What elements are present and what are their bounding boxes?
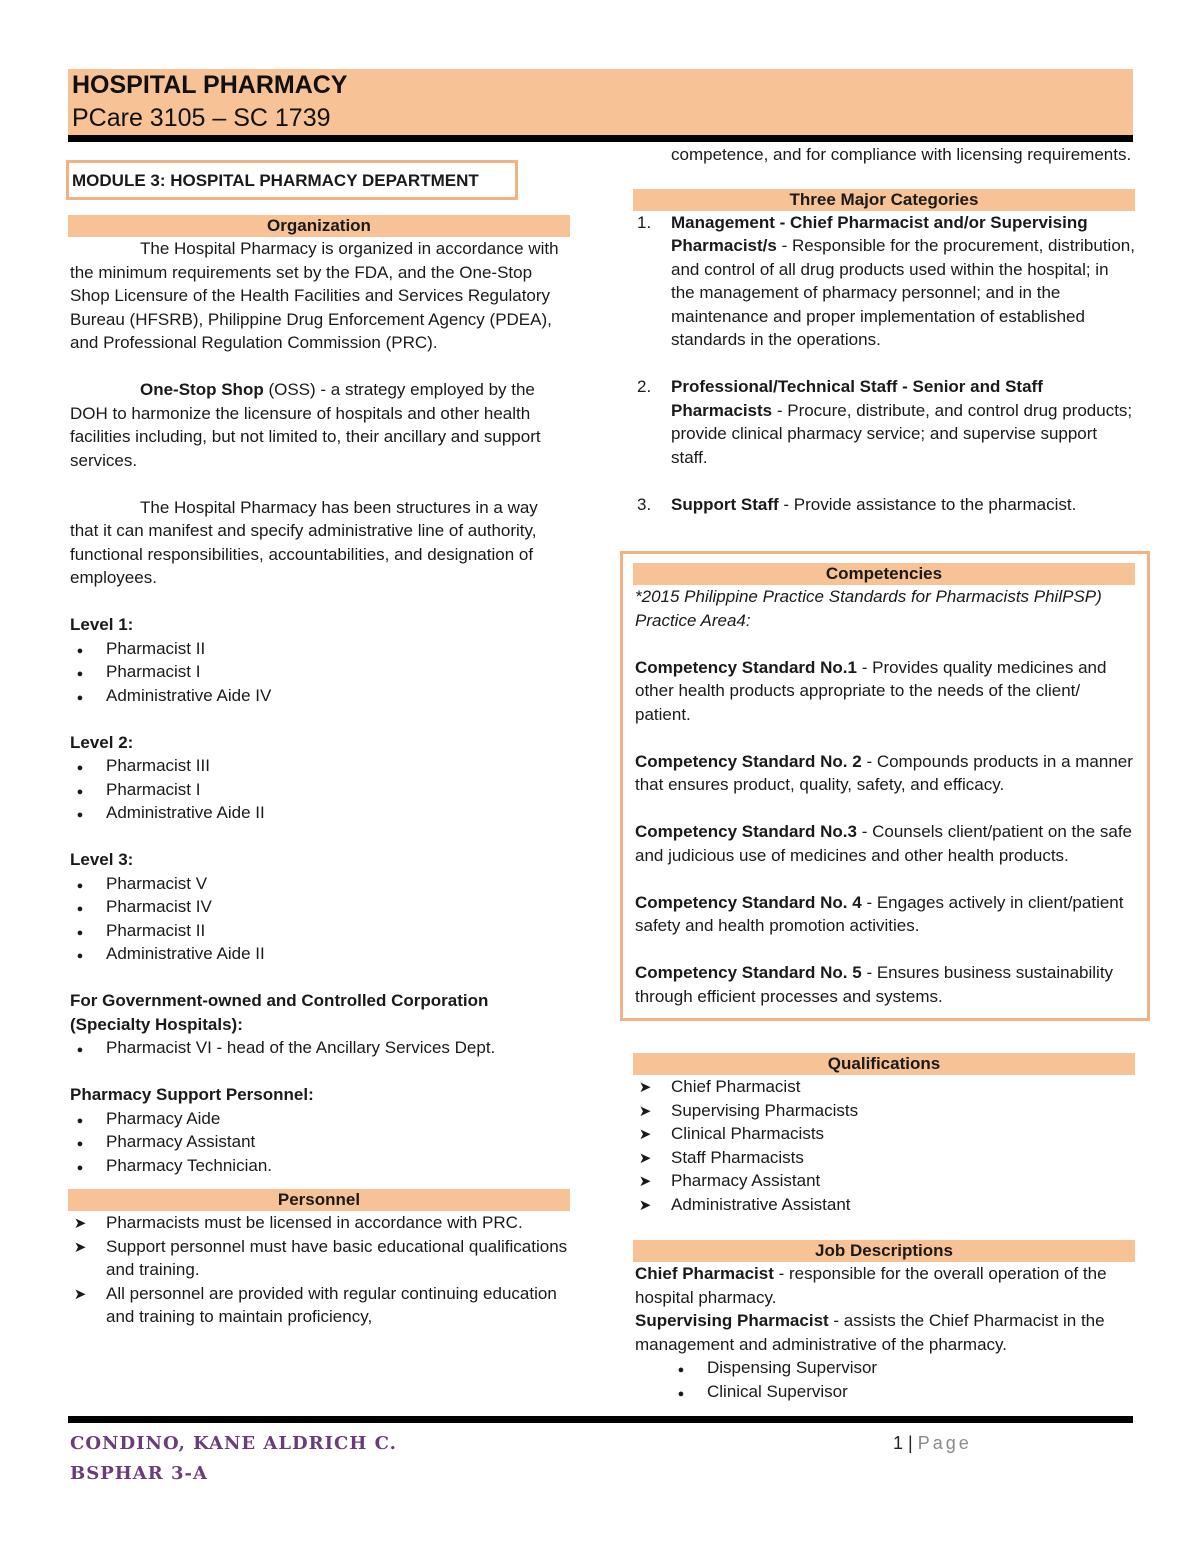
supervisor-list — [635, 1356, 1135, 1403]
arrow-bullet-icon — [635, 1169, 655, 1194]
list-item: ➤ Pharmacists must be licensed in accordance with PRC. — [70, 1211, 570, 1235]
list-item: 2. Professional/Technical Staff - Senior and Staff Pharmacists - Procure, distribute, and control drug products; provide clinical pharmacy service; and supervise support staff. — [637, 377, 1133, 467]
arrow-bullet-icon — [635, 1099, 655, 1124]
list-item: ● Pharmacist I — [70, 660, 570, 684]
level-2-list — [70, 754, 570, 825]
competency-standard: Competency Standard No.1 - Provides quality medicines and other health products appropriate to the needs of the client/ patient. — [635, 657, 1107, 724]
competency-standard: Competency Standard No. 4 - Engages actively in client/patient safety and health promotion activities. — [635, 892, 1124, 935]
bullet-icon — [70, 801, 90, 828]
level-3-list — [70, 872, 570, 966]
oss-definition: (OSS) - a strategy employed by the DOH to harmonize the licensure of hospitals and other health facilities including, but not limited to, their ancillary and support services. — [70, 380, 541, 470]
competencies-section — [635, 563, 1135, 1008]
bullet-icon — [70, 1154, 90, 1181]
support-personnel-heading: Pharmacy Support Personnel: — [70, 1085, 314, 1104]
arrow-bullet-icon — [70, 1235, 90, 1260]
oss-paragraph — [70, 378, 570, 472]
section-heading-competencies: Competencies — [633, 563, 1135, 585]
arrow-bullet-icon — [635, 1146, 655, 1171]
organization-paragraph: The Hospital Pharmacy is organized in accordance with the minimum requirements set by the FDA, and the One-Stop Shop Licensure of the Health Facilities and Services Regulatory Bureau (HFSRB), Philippine Drug Enforcement Agency (PDEA), and Professional Regulation Commission (PRC). — [70, 239, 559, 352]
section-heading-organization: Organization — [68, 215, 570, 237]
list-item: ➤ Chief Pharmacist — [635, 1075, 1135, 1099]
qualifications-list — [635, 1075, 1135, 1216]
list-item: ● Pharmacist II — [70, 919, 570, 943]
competencies-source: *2015 Philippine Practice Standards for Pharmacists PhilPSP) Practice Area4: — [635, 587, 1102, 630]
section-heading-categories: Three Major Categories — [633, 189, 1135, 211]
bullet-icon — [70, 942, 90, 969]
job-supervising-pharmacist: Supervising Pharmacist - assists the Chief Pharmacist in the management and administrative of the pharmacy. — [635, 1311, 1105, 1354]
list-item: ➤ Pharmacy Assistant — [635, 1169, 1135, 1193]
arrow-bullet-icon — [635, 1075, 655, 1100]
list-item: ➤ Supervising Pharmacists — [635, 1099, 1135, 1123]
arrow-bullet-icon — [70, 1282, 90, 1307]
document-title: HOSPITAL PHARMACY — [72, 71, 348, 99]
personnel-list — [70, 1211, 570, 1329]
list-item: ● Administrative Aide II — [70, 942, 570, 966]
list-item: ● Clinical Supervisor — [671, 1380, 1135, 1404]
arrow-bullet-icon — [70, 1211, 90, 1236]
level-1-label: Level 1: — [70, 615, 134, 634]
header-divider — [68, 135, 1133, 142]
list-item: ● Pharmacy Technician. — [70, 1154, 570, 1178]
author-class: BSPHAR 3-A — [70, 1463, 208, 1484]
level-3-label: Level 3: — [70, 850, 134, 869]
list-item: ● Dispensing Supervisor — [671, 1356, 1135, 1380]
list-item: ● Administrative Aide IV — [70, 684, 570, 708]
bullet-icon — [70, 1036, 90, 1063]
list-item: ● Pharmacist VI - head of the Ancillary Services Dept. — [70, 1036, 570, 1060]
competency-standard: Competency Standard No.3 - Counsels client/patient on the safe and judicious use of medicines and other health products. — [635, 822, 1132, 865]
list-item: ● Pharmacist II — [70, 637, 570, 661]
list-item: 1. Management - Chief Pharmacist and/or Supervising Pharmacist/s - Responsible for the procurement, distribution, and control of all drug products used within the hospital; in the management of pharmacy personnel; and in the maintenance and proper implementation of established standards in the operations. — [637, 212, 1135, 349]
competency-standard: Competency Standard No. 5 - Ensures business sustainability through efficient processes and systems. — [635, 963, 1114, 1006]
arrow-bullet-icon — [635, 1193, 655, 1218]
bullet-icon — [671, 1380, 691, 1407]
list-item: ● Pharmacy Assistant — [70, 1130, 570, 1154]
arrow-bullet-icon — [635, 1122, 655, 1147]
structure-paragraph: The Hospital Pharmacy has been structures in a way that it can manifest and specify administrative line of authority, functional responsibilities, accountabilities, and designation of employees. — [70, 497, 538, 587]
list-item: ● Administrative Aide II — [70, 801, 570, 825]
competency-standard: Competency Standard No. 2 - Compounds products in a manner that ensures product, quality, safety, and efficacy. — [635, 751, 1133, 794]
footer-divider — [68, 1416, 1133, 1423]
gocc-list — [70, 1036, 570, 1060]
section-heading-job-descriptions: Job Descriptions — [633, 1240, 1135, 1262]
personnel-continuation: competence, and for compliance with licensing requirements. — [671, 145, 1132, 164]
list-item: ● Pharmacist V — [70, 872, 570, 896]
page-number: 1 | Page — [893, 1433, 972, 1453]
list-item: ● Pharmacy Aide — [70, 1107, 570, 1131]
bullet-icon — [70, 684, 90, 711]
list-item: ➤ Staff Pharmacists — [635, 1146, 1135, 1170]
qualifications-section — [635, 1053, 1135, 1403]
right-column — [635, 143, 1135, 516]
gocc-heading: For Government-owned and Controlled Corporation (Specialty Hospitals): — [70, 991, 489, 1034]
oss-term: One-Stop Shop — [140, 380, 264, 399]
list-item: ● Pharmacist III — [70, 754, 570, 778]
level-1-list — [70, 637, 570, 708]
list-item: ➤ All personnel are provided with regular continuing education and training to maintain proficiency, — [70, 1282, 570, 1329]
section-heading-personnel: Personnel — [68, 1189, 570, 1211]
left-column — [70, 215, 570, 1329]
list-item: 3. Support Staff - Provide assistance to the pharmacist. — [637, 494, 1077, 514]
level-2-label: Level 2: — [70, 732, 134, 752]
categories-list — [635, 211, 1135, 517]
support-personnel-list — [70, 1107, 570, 1178]
list-item: ➤ Administrative Assistant — [635, 1193, 1135, 1217]
list-item: ➤ Support personnel must have basic educational qualifications and training. — [70, 1235, 570, 1282]
list-item: ● Pharmacist IV — [70, 895, 570, 919]
section-heading-qualifications: Qualifications — [633, 1053, 1135, 1075]
author-name: CONDINO, KANE ALDRICH C. — [70, 1433, 397, 1454]
module-title: MODULE 3: HOSPITAL PHARMACY DEPARTMENT — [72, 171, 479, 190]
course-code: PCare 3105 – SC 1739 — [72, 104, 331, 132]
list-item: ➤ Clinical Pharmacists — [635, 1122, 1135, 1146]
list-item: ● Pharmacist I — [70, 778, 570, 802]
job-chief-pharmacist: Chief Pharmacist - responsible for the overall operation of the hospital pharmacy. — [635, 1264, 1107, 1307]
